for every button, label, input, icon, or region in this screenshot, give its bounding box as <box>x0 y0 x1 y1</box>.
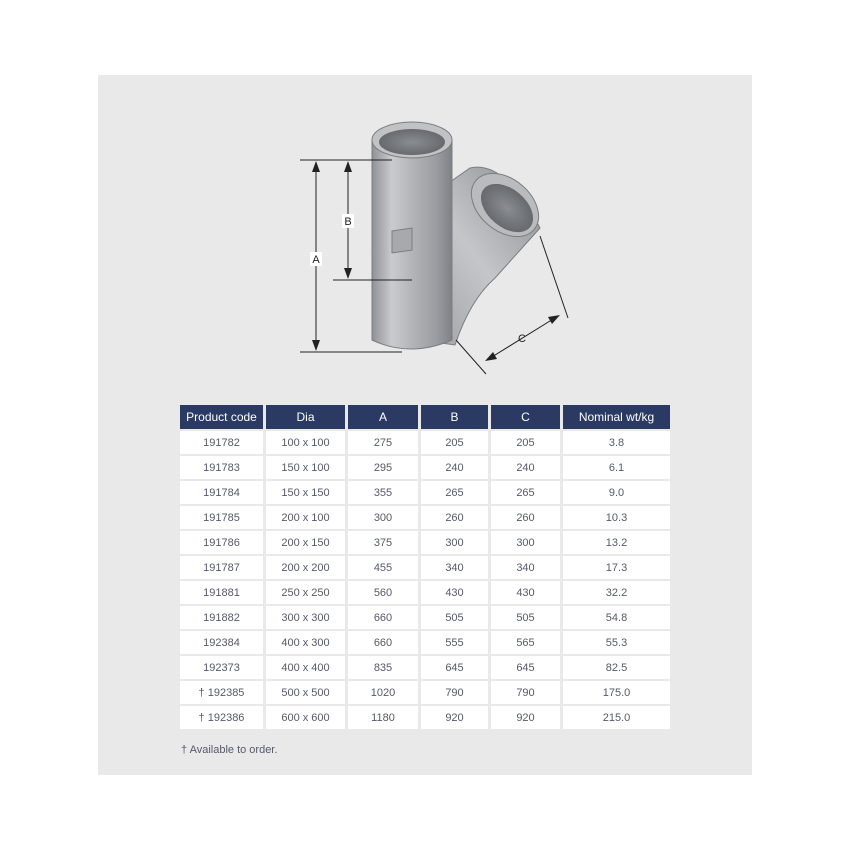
product-code-cell: 191787 <box>180 556 263 579</box>
c-cell: 240 <box>491 456 560 479</box>
c-cell: 340 <box>491 556 560 579</box>
c-cell: 920 <box>491 706 560 729</box>
b-cell: 430 <box>421 581 488 604</box>
dimension-label-b: B <box>344 216 352 228</box>
a-cell: 660 <box>348 631 418 654</box>
column-header-c: C <box>491 405 560 429</box>
weight-cell: 215.0 <box>563 706 670 729</box>
product-code-cell: 191784 <box>180 481 263 504</box>
b-cell: 645 <box>421 656 488 679</box>
table-row <box>180 456 670 479</box>
main-pipe <box>372 122 452 349</box>
product-code-cell: † 192385 <box>180 681 263 704</box>
dimension-label-a: A <box>312 254 320 266</box>
a-cell: 560 <box>348 581 418 604</box>
dia-cell: 400 x 300 <box>266 631 345 654</box>
weight-cell: 10.3 <box>563 506 670 529</box>
column-header-product-code: Product code <box>180 405 263 429</box>
table-row <box>180 581 670 604</box>
dia-cell: 300 x 300 <box>266 606 345 629</box>
b-cell: 240 <box>421 456 488 479</box>
dia-cell: 150 x 150 <box>266 481 345 504</box>
a-cell: 835 <box>348 656 418 679</box>
b-cell: 555 <box>421 631 488 654</box>
a-cell: 355 <box>348 481 418 504</box>
product-table <box>177 403 673 731</box>
dia-cell: 100 x 100 <box>266 431 345 454</box>
a-cell: 660 <box>348 606 418 629</box>
c-cell: 505 <box>491 606 560 629</box>
weight-cell: 55.3 <box>563 631 670 654</box>
dia-cell: 400 x 400 <box>266 656 345 679</box>
dia-cell: 200 x 150 <box>266 531 345 554</box>
c-cell: 645 <box>491 656 560 679</box>
y-branch-diagram <box>0 0 850 400</box>
column-header-dia: Dia <box>266 405 345 429</box>
dia-cell: 500 x 500 <box>266 681 345 704</box>
dia-cell: 250 x 250 <box>266 581 345 604</box>
weight-cell: 3.8 <box>563 431 670 454</box>
column-header-nominal-weight: Nominal wt/kg <box>563 405 670 429</box>
table-row <box>180 681 670 704</box>
c-cell: 790 <box>491 681 560 704</box>
product-code-cell: 191783 <box>180 456 263 479</box>
weight-cell: 54.8 <box>563 606 670 629</box>
c-cell: 430 <box>491 581 560 604</box>
weight-cell: 17.3 <box>563 556 670 579</box>
c-cell: 300 <box>491 531 560 554</box>
table-row <box>180 656 670 679</box>
table-row <box>180 431 670 454</box>
weight-cell: 6.1 <box>563 456 670 479</box>
a-cell: 275 <box>348 431 418 454</box>
product-code-cell: 191881 <box>180 581 263 604</box>
weight-cell: 175.0 <box>563 681 670 704</box>
product-code-cell: 192384 <box>180 631 263 654</box>
a-cell: 300 <box>348 506 418 529</box>
a-cell: 455 <box>348 556 418 579</box>
weight-cell: 32.2 <box>563 581 670 604</box>
table-row <box>180 506 670 529</box>
dimension-label-c: C <box>518 333 526 345</box>
weight-cell: 9.0 <box>563 481 670 504</box>
product-code-cell: 191882 <box>180 606 263 629</box>
b-cell: 265 <box>421 481 488 504</box>
table-row <box>180 606 670 629</box>
footnote: † Available to order. <box>181 744 278 756</box>
product-code-cell: † 192386 <box>180 706 263 729</box>
column-header-a: A <box>348 405 418 429</box>
b-cell: 260 <box>421 506 488 529</box>
product-code-cell: 192373 <box>180 656 263 679</box>
b-cell: 300 <box>421 531 488 554</box>
c-cell: 260 <box>491 506 560 529</box>
weight-cell: 13.2 <box>563 531 670 554</box>
table-body <box>180 431 670 729</box>
product-code-cell: 191786 <box>180 531 263 554</box>
b-cell: 790 <box>421 681 488 704</box>
a-cell: 1180 <box>348 706 418 729</box>
table-row <box>180 531 670 554</box>
c-cell: 265 <box>491 481 560 504</box>
product-code-cell: 191782 <box>180 431 263 454</box>
product-code-cell: 191785 <box>180 506 263 529</box>
b-cell: 340 <box>421 556 488 579</box>
dia-cell: 600 x 600 <box>266 706 345 729</box>
b-cell: 205 <box>421 431 488 454</box>
b-cell: 920 <box>421 706 488 729</box>
a-cell: 375 <box>348 531 418 554</box>
table-row <box>180 631 670 654</box>
table-row <box>180 481 670 504</box>
c-cell: 205 <box>491 431 560 454</box>
table-row <box>180 556 670 579</box>
dia-cell: 150 x 100 <box>266 456 345 479</box>
dia-cell: 200 x 100 <box>266 506 345 529</box>
b-cell: 505 <box>421 606 488 629</box>
a-cell: 295 <box>348 456 418 479</box>
weight-cell: 82.5 <box>563 656 670 679</box>
table-row <box>180 706 670 729</box>
column-header-b: B <box>421 405 488 429</box>
table-header-row <box>180 405 670 429</box>
c-cell: 565 <box>491 631 560 654</box>
dia-cell: 200 x 200 <box>266 556 345 579</box>
a-cell: 1020 <box>348 681 418 704</box>
